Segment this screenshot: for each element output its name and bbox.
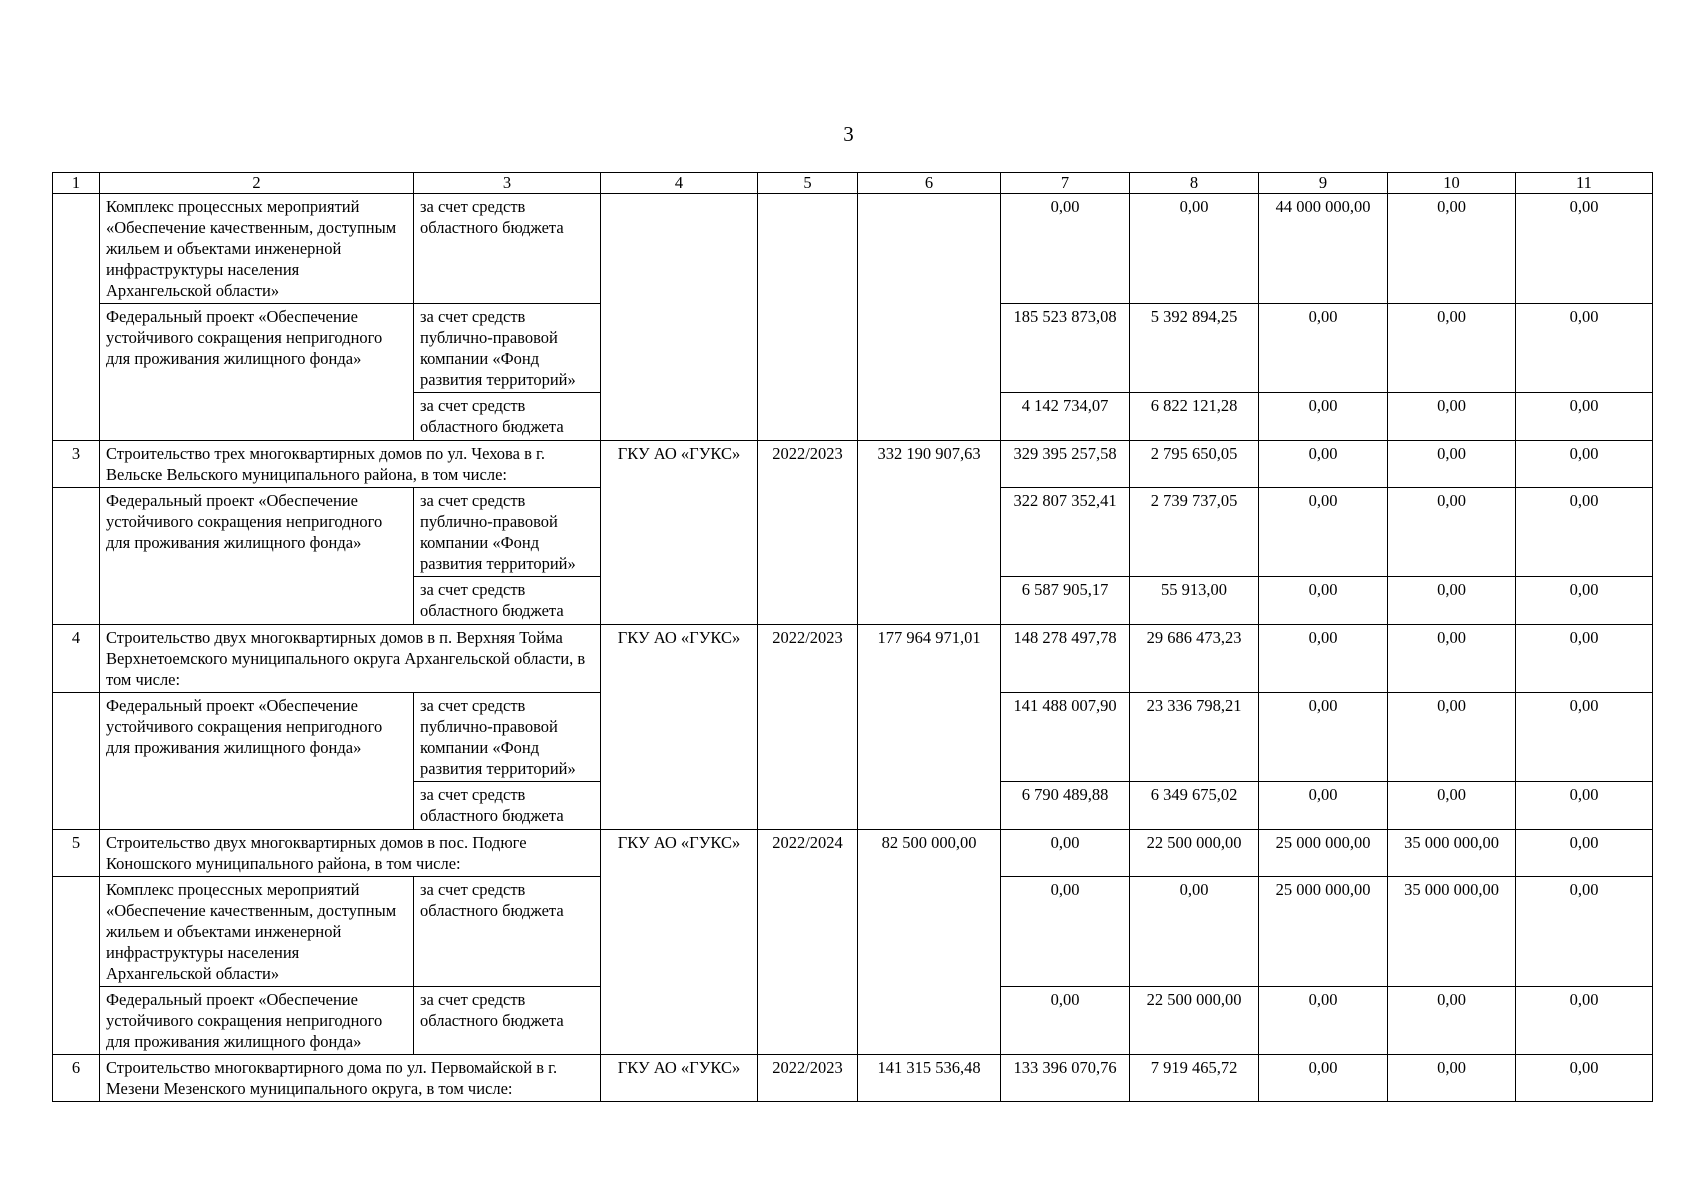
activity-name: Федеральный проект «Обеспечение устойчивого сокращения непригодного для проживания жилищного фонда» xyxy=(100,304,414,441)
row-number-cell: 5 xyxy=(53,830,100,877)
funding-source: за счет средств областного бюджета xyxy=(414,194,601,304)
amount-cell: 0,00 xyxy=(1388,194,1516,304)
amount-cell: 22 500 000,00 xyxy=(1130,830,1259,877)
amount-cell: 6 790 489,88 xyxy=(1001,782,1130,830)
amount-cell: 141 488 007,90 xyxy=(1001,693,1130,782)
executor-cell: ГКУ АО «ГУКС» xyxy=(601,625,758,830)
project-title: Строительство трех многоквартирных домов по ул. Чехова в г. Вельске Вельского муниципального района, в том числе: xyxy=(100,441,601,488)
period-cell: 2022/2023 xyxy=(758,441,858,625)
amount-cell: 0,00 xyxy=(1259,441,1388,488)
table-row xyxy=(53,194,1653,304)
amount-cell: 0,00 xyxy=(1516,577,1653,625)
budget-table xyxy=(52,172,1653,1102)
table-row xyxy=(53,1055,1653,1102)
period-cell: 2022/2023 xyxy=(758,625,858,830)
amount-cell: 0,00 xyxy=(1516,194,1653,304)
amount-cell: 0,00 xyxy=(1516,830,1653,877)
amount-cell: 35 000 000,00 xyxy=(1388,877,1516,987)
amount-cell: 0,00 xyxy=(1259,577,1388,625)
column-number: 8 xyxy=(1130,173,1259,194)
row-number-cell: 6 xyxy=(53,1055,100,1102)
amount-cell: 0,00 xyxy=(1388,488,1516,577)
table-row xyxy=(53,830,1653,877)
period-cell xyxy=(758,194,858,441)
amount-cell: 329 395 257,58 xyxy=(1001,441,1130,488)
amount-cell: 35 000 000,00 xyxy=(1388,830,1516,877)
amount-cell: 0,00 xyxy=(1388,1055,1516,1102)
column-number: 10 xyxy=(1388,173,1516,194)
executor-cell: ГКУ АО «ГУКС» xyxy=(601,830,758,1055)
amount-cell: 0,00 xyxy=(1259,1055,1388,1102)
amount-cell: 5 392 894,25 xyxy=(1130,304,1259,393)
row-number-cell: 3 xyxy=(53,441,100,488)
amount-cell: 0,00 xyxy=(1516,877,1653,987)
column-number: 2 xyxy=(100,173,414,194)
amount-cell: 0,00 xyxy=(1259,693,1388,782)
amount-cell: 25 000 000,00 xyxy=(1259,877,1388,987)
executor-cell: ГКУ АО «ГУКС» xyxy=(601,441,758,625)
amount-cell: 0,00 xyxy=(1130,877,1259,987)
amount-cell: 133 396 070,76 xyxy=(1001,1055,1130,1102)
amount-cell: 0,00 xyxy=(1130,194,1259,304)
row-number-cell: 4 xyxy=(53,625,100,693)
amount-cell: 0,00 xyxy=(1001,194,1130,304)
project-title: Строительство двух многоквартирных домов в пос. Подюге Коношского муниципального района, в том числе: xyxy=(100,830,601,877)
amount-cell: 0,00 xyxy=(1516,625,1653,693)
row-number-cell xyxy=(53,877,100,1055)
amount-cell: 0,00 xyxy=(1516,987,1653,1055)
amount-cell: 0,00 xyxy=(1388,577,1516,625)
period-cell: 2022/2024 xyxy=(758,830,858,1055)
total-cell: 332 190 907,63 xyxy=(858,441,1001,625)
amount-cell: 0,00 xyxy=(1388,393,1516,441)
activity-name: Федеральный проект «Обеспечение устойчивого сокращения непригодного для проживания жилищного фонда» xyxy=(100,488,414,625)
amount-cell: 0,00 xyxy=(1259,782,1388,830)
column-number: 11 xyxy=(1516,173,1653,194)
amount-cell: 6 822 121,28 xyxy=(1130,393,1259,441)
amount-cell: 0,00 xyxy=(1516,488,1653,577)
amount-cell: 0,00 xyxy=(1516,782,1653,830)
amount-cell: 0,00 xyxy=(1001,830,1130,877)
amount-cell: 2 795 650,05 xyxy=(1130,441,1259,488)
column-number: 5 xyxy=(758,173,858,194)
amount-cell: 0,00 xyxy=(1388,304,1516,393)
amount-cell: 0,00 xyxy=(1001,877,1130,987)
executor-cell: ГКУ АО «ГУКС» xyxy=(601,1055,758,1102)
executor-cell xyxy=(601,194,758,441)
amount-cell: 7 919 465,72 xyxy=(1130,1055,1259,1102)
total-cell xyxy=(858,194,1001,441)
column-number: 3 xyxy=(414,173,601,194)
amount-cell: 0,00 xyxy=(1259,488,1388,577)
table-row xyxy=(53,441,1653,488)
funding-source: за счет средств публично-правовой компании «Фонд развития территорий» xyxy=(414,304,601,393)
amount-cell: 22 500 000,00 xyxy=(1130,987,1259,1055)
amount-cell: 4 142 734,07 xyxy=(1001,393,1130,441)
column-number: 6 xyxy=(858,173,1001,194)
period-cell: 2022/2023 xyxy=(758,1055,858,1102)
amount-cell: 0,00 xyxy=(1516,441,1653,488)
amount-cell: 55 913,00 xyxy=(1130,577,1259,625)
column-number: 4 xyxy=(601,173,758,194)
column-number: 9 xyxy=(1259,173,1388,194)
amount-cell: 322 807 352,41 xyxy=(1001,488,1130,577)
activity-name: Комплекс процессных мероприятий «Обеспечение качественным, доступным жильем и объектами инженерной инфраструктуры населения Архангельской области» xyxy=(100,194,414,304)
activity-name: Федеральный проект «Обеспечение устойчивого сокращения непригодного для проживания жилищного фонда» xyxy=(100,693,414,830)
amount-cell: 0,00 xyxy=(1388,987,1516,1055)
funding-source: за счет средств областного бюджета xyxy=(414,987,601,1055)
row-number-cell xyxy=(53,488,100,625)
amount-cell: 6 349 675,02 xyxy=(1130,782,1259,830)
total-cell: 177 964 971,01 xyxy=(858,625,1001,830)
amount-cell: 6 587 905,17 xyxy=(1001,577,1130,625)
column-number: 7 xyxy=(1001,173,1130,194)
activity-name: Федеральный проект «Обеспечение устойчивого сокращения непригодного для проживания жилищного фонда» xyxy=(100,987,414,1055)
funding-source: за счет средств публично-правовой компании «Фонд развития территорий» xyxy=(414,693,601,782)
amount-cell: 29 686 473,23 xyxy=(1130,625,1259,693)
total-cell: 82 500 000,00 xyxy=(858,830,1001,1055)
amount-cell: 0,00 xyxy=(1259,304,1388,393)
project-title: Строительство двух многоквартирных домов в п. Верхняя Тойма Верхнетоемского муниципального округа Архангельской области, в том числе: xyxy=(100,625,601,693)
amount-cell: 0,00 xyxy=(1259,393,1388,441)
column-number: 1 xyxy=(53,173,100,194)
project-title: Строительство многоквартирного дома по ул. Первомайской в г. Мезени Мезенского муниципального округа, в том числе: xyxy=(100,1055,601,1102)
column-number-row xyxy=(53,173,1653,194)
amount-cell: 0,00 xyxy=(1259,625,1388,693)
total-cell: 141 315 536,48 xyxy=(858,1055,1001,1102)
amount-cell: 0,00 xyxy=(1516,304,1653,393)
funding-source: за счет средств областного бюджета xyxy=(414,577,601,625)
funding-source: за счет средств публично-правовой компании «Фонд развития территорий» xyxy=(414,488,601,577)
row-number-cell xyxy=(53,194,100,441)
activity-name: Комплекс процессных мероприятий «Обеспечение качественным, доступным жильем и объектами инженерной инфраструктуры населения Архангельской области» xyxy=(100,877,414,987)
amount-cell: 23 336 798,21 xyxy=(1130,693,1259,782)
amount-cell: 0,00 xyxy=(1516,693,1653,782)
amount-cell: 25 000 000,00 xyxy=(1259,830,1388,877)
amount-cell: 0,00 xyxy=(1388,693,1516,782)
row-number-cell xyxy=(53,693,100,830)
amount-cell: 0,00 xyxy=(1388,441,1516,488)
amount-cell: 0,00 xyxy=(1516,1055,1653,1102)
funding-source: за счет средств областного бюджета xyxy=(414,782,601,830)
amount-cell: 185 523 873,08 xyxy=(1001,304,1130,393)
amount-cell: 0,00 xyxy=(1388,625,1516,693)
page-number: 3 xyxy=(843,122,854,146)
amount-cell: 44 000 000,00 xyxy=(1259,194,1388,304)
funding-source: за счет средств областного бюджета xyxy=(414,877,601,987)
amount-cell: 2 739 737,05 xyxy=(1130,488,1259,577)
amount-cell: 0,00 xyxy=(1001,987,1130,1055)
amount-cell: 0,00 xyxy=(1516,393,1653,441)
table-row xyxy=(53,625,1653,693)
amount-cell: 0,00 xyxy=(1259,987,1388,1055)
funding-source: за счет средств областного бюджета xyxy=(414,393,601,441)
amount-cell: 0,00 xyxy=(1388,782,1516,830)
amount-cell: 148 278 497,78 xyxy=(1001,625,1130,693)
